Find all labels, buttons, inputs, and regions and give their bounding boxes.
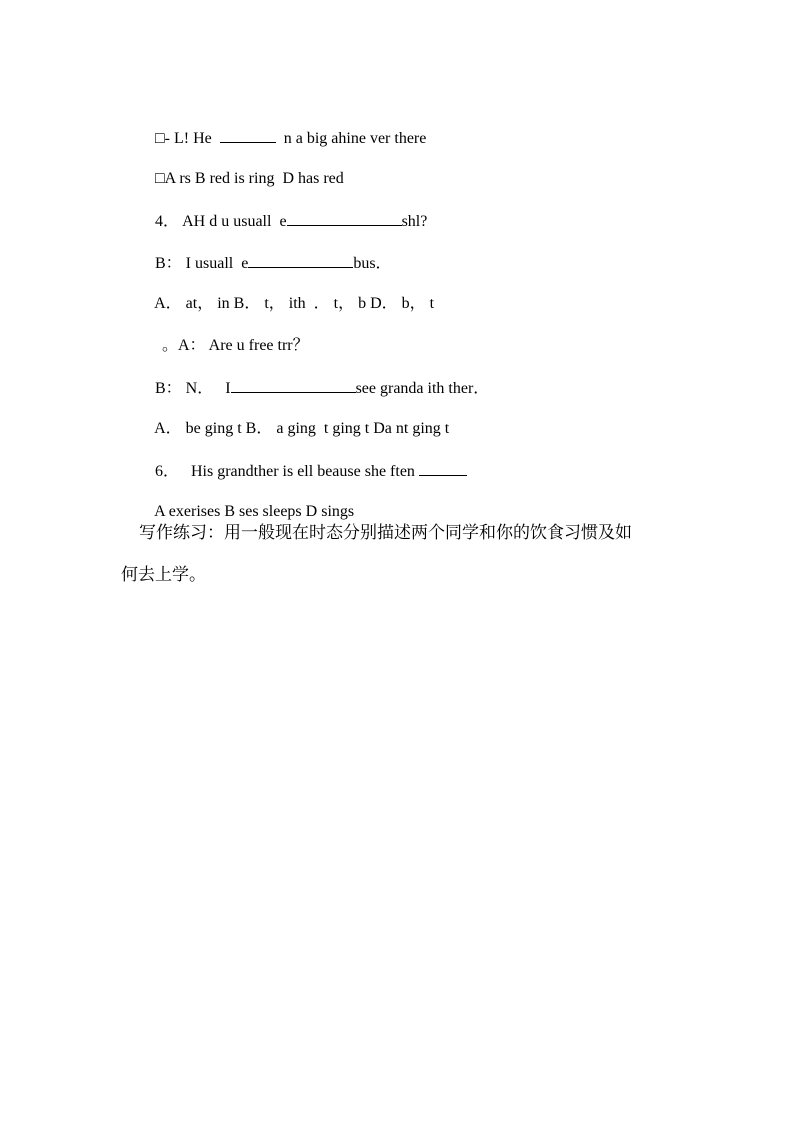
writing-prompt-line-1: 写作练习：用一般现在时态分别描述两个同学和你的饮食习惯及如 bbox=[139, 523, 632, 543]
options-6-text: A exerises B ses sleeps D sings bbox=[154, 503, 355, 520]
answer-blank bbox=[220, 128, 276, 143]
question-4-text-before: 4． AH d u usuall e bbox=[155, 213, 287, 230]
question-1-text-before: □- L! He bbox=[155, 130, 220, 147]
answer-blank bbox=[231, 378, 356, 393]
question-1-text-after: n a big ahine ver there bbox=[275, 130, 427, 147]
options-4-text: A． at， in B． t， ith ． t， b D． b， t bbox=[154, 295, 435, 312]
options-1-text: □A rs B red is ring D has red bbox=[155, 170, 344, 187]
question-6-text-before: 6． His grandther is ell beause she ften bbox=[155, 463, 419, 480]
answer-5-text-before: B： N． I bbox=[155, 380, 231, 397]
answer-blank bbox=[419, 461, 467, 476]
answer-5-text-after: see granda ith ther． bbox=[355, 380, 490, 397]
answer-blank bbox=[248, 253, 353, 268]
options-5-text: A． be ging t B． a ging t ging t Da nt ging t bbox=[154, 420, 450, 437]
answer-4-text-before: B： I usuall e bbox=[155, 255, 249, 272]
question-5-text: 。A： Are u free trr？ bbox=[162, 337, 309, 354]
answer-blank bbox=[287, 211, 402, 226]
writing-prompt-line-2: 何去上学。 bbox=[121, 565, 206, 585]
answer-4-text-after: bus． bbox=[353, 255, 392, 272]
question-4-text-after: shl? bbox=[401, 213, 428, 230]
